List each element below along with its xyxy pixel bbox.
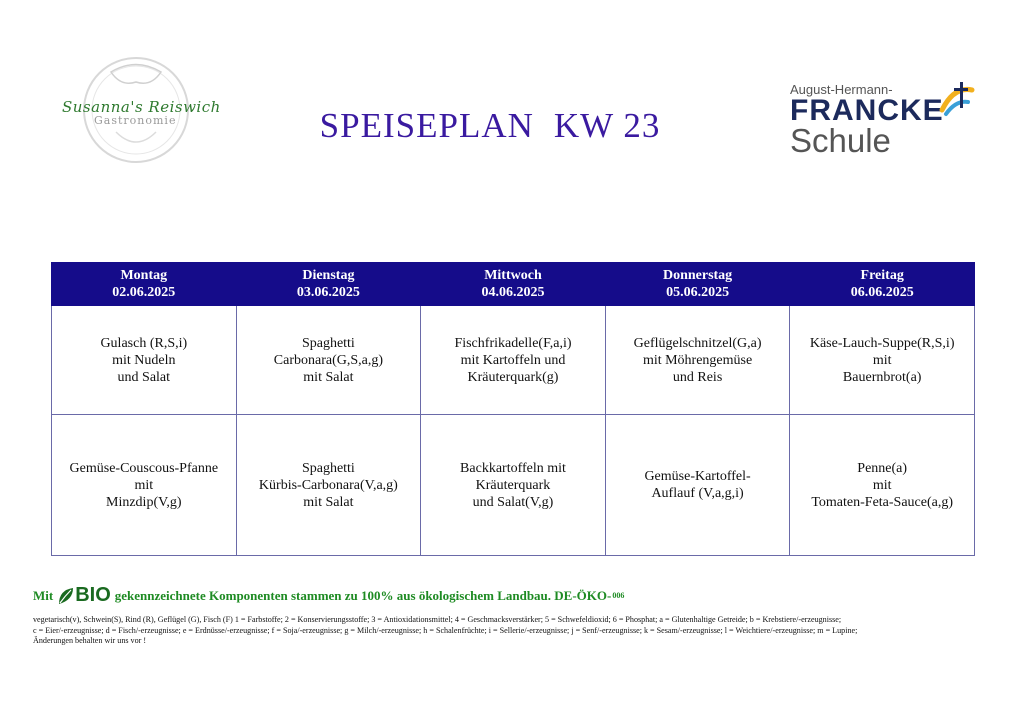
legend-line-1: vegetarisch(v), Schwein(S), Rind (R), Geflügel (G), Fisch (F) 1 = Farbstoffe; 2 = Konservierungsstoffe; 3 = Antioxidationsmittel; 4 = Geschmacksverstärker; 5 = Schwefeldioxid; 6 = Phosphat; a = Glutenhaltige Getreide; b = Krebstiere/-erzeugnisse;: [33, 615, 842, 624]
day-header-monday: Montag 02.06.2025: [52, 263, 237, 306]
school-logo: [788, 78, 988, 168]
legend-line-2: c = Eier/-erzeugnisse; d = Fisch/-erzeugnisse; e = Erdnüsse/-erzeugnisse; f = Soja/-erzeugnisse; g = Milch/-erzeugnisse; h = Schalenfrüchte; i = Sellerie/-erzeugnisse; j = Senf/-erzeugnisse; k = Sesam/-erzeugnisse; l = Weichtiere/-erzeugnisse; m = Lupine;: [33, 625, 858, 635]
menu-cell-friday-2: Penne(a) mit Tomaten-Feta-Sauce(a,g): [790, 415, 975, 556]
menu-cell-monday-2: Gemüse-Couscous-Pfanne mit Minzdip(V,g): [52, 415, 237, 556]
menu-cell-wednesday-1: Fischfrikadelle(F,a,i) mit Kartoffeln und Kräuterquark(g): [421, 306, 606, 415]
menu-cell-wednesday-2: Backkartoffeln mit Kräuterquark und Salat(V,g): [421, 415, 606, 556]
school-logo-line3: Schule: [790, 122, 891, 159]
day-header-wednesday: Mittwoch 04.06.2025: [421, 263, 606, 306]
day-header-thursday: Donnerstag 05.06.2025: [605, 263, 790, 306]
caterer-subtitle: Gastronomie: [94, 114, 177, 127]
caterer-logo: [56, 52, 221, 167]
menu-cell-thursday-2: Gemüse-Kartoffel- Auflauf (V,a,g,i): [605, 415, 790, 556]
allergen-legend: [33, 615, 993, 647]
menu-cell-thursday-1: Geflügelschnitzel(G,a) mit Möhrengemüse und Reis: [605, 306, 790, 415]
caterer-name: Susanna's Reiswich: [62, 98, 221, 116]
page-title: [300, 106, 680, 146]
menu-cell-tuesday-1: Spaghetti Carbonara(G,S,a,g) mit Salat: [236, 306, 421, 415]
bio-logo-text: BIO: [75, 584, 111, 606]
title-main: SPEISEPLAN: [319, 106, 534, 145]
menu-cell-monday-1: Gulasch (R,S,i) mit Nudeln und Salat: [52, 306, 237, 415]
bio-logo: [57, 584, 111, 607]
day-header-tuesday: Dienstag 03.06.2025: [236, 263, 421, 306]
bio-prefix: Mit: [33, 587, 54, 603]
legend-line-3: Änderungen behalten wir uns vor !: [33, 636, 147, 645]
menu-cell-friday-1: Käse-Lauch-Suppe(R,S,i) mit Bauernbrot(a): [790, 306, 975, 415]
school-logo-line1: August-Hermann-: [790, 82, 893, 97]
menu-table: [51, 262, 975, 556]
menu-row-2: [52, 415, 975, 556]
menu-cell-tuesday-2: Spaghetti Kürbis-Carbonara(V,a,g) mit Salat: [236, 415, 421, 556]
day-header-row: [52, 263, 975, 306]
menu-row-1: [52, 306, 975, 415]
leaf-icon: [57, 586, 75, 606]
school-logo-line2: FRANCKE: [790, 94, 944, 127]
school-emblem-icon: [938, 80, 978, 124]
bio-text: gekennzeichnete Komponenten stammen zu 100% aus ökologischem Landbau. DE-ÖKO-: [114, 587, 612, 603]
day-header-friday: Freitag 06.06.2025: [790, 263, 975, 306]
title-week: KW 23: [553, 106, 661, 145]
bio-code: 006: [612, 591, 625, 600]
bio-notice: [33, 584, 624, 607]
